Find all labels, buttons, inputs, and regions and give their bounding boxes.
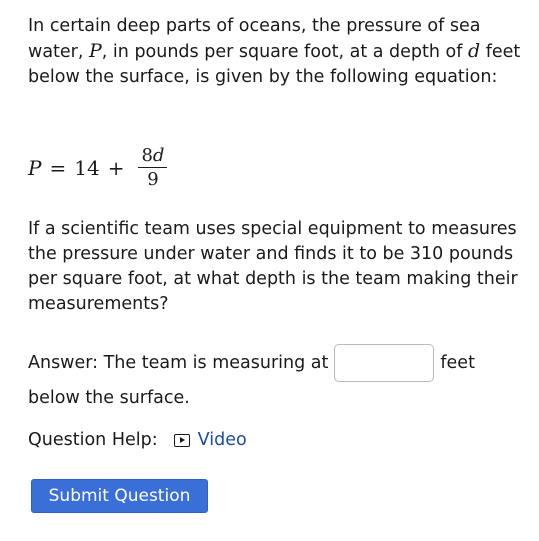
submit-question-button[interactable]: Submit Question — [31, 479, 208, 513]
problem-intro-1: In certain deep parts of oceans, the pressure of sea water, — [28, 16, 481, 62]
answer-input[interactable] — [334, 344, 434, 382]
video-help-link[interactable] — [174, 428, 247, 452]
help-label: Question Help: — [28, 430, 158, 450]
question-text: If a scientific team uses special equipment to measures the pressure under water and finds it to be 310 pounds per square foot, at what depth is the team making their measurements? — [28, 219, 518, 314]
problem-statement — [28, 14, 528, 90]
equation-fraction — [138, 145, 167, 192]
fraction-denominator: 9 — [147, 168, 159, 190]
video-play-icon — [174, 434, 190, 447]
pressure-equation — [28, 140, 167, 196]
equation-plus: + — [107, 156, 125, 180]
equation-constant: 14 — [74, 156, 100, 180]
problem-intro-3: feet below the surface, is given by the following equation: — [28, 42, 521, 87]
variable-d: d — [467, 40, 481, 62]
problem-intro-2: , in pounds per square foot, at a depth of — [101, 42, 468, 62]
equation-lhs: P — [28, 156, 42, 180]
fraction-numerator — [138, 145, 167, 167]
numerator-coefficient: 8 — [141, 144, 153, 166]
answer-suffix: below the surface. — [28, 388, 190, 408]
answer-unit: feet — [440, 353, 475, 373]
variable-p: P — [89, 40, 102, 62]
numerator-variable: d — [152, 144, 165, 166]
question-help — [28, 428, 247, 452]
video-link-label: Video — [197, 430, 247, 450]
answer-prefix: Answer: The team is measuring at — [28, 353, 329, 373]
answer-line — [28, 343, 475, 383]
equation-equals: = — [49, 156, 67, 180]
